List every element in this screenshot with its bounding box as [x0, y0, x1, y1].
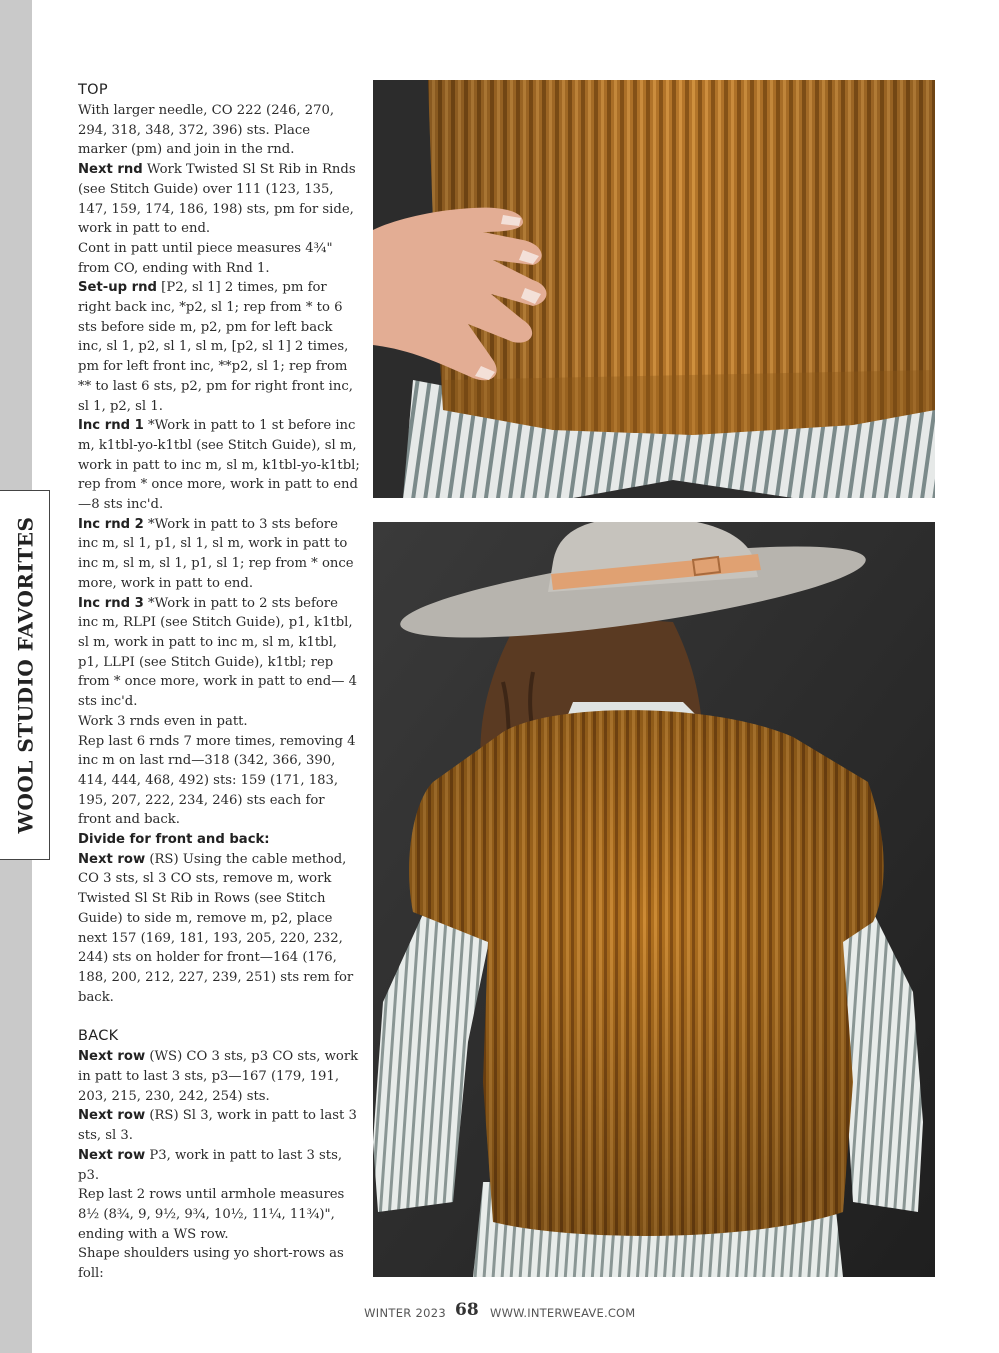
- pattern-text-column: [78, 80, 360, 1284]
- top-intro: With larger needle, CO 222 (246, 270, 294, 318, 348, 372, 396) sts. Place marker (pm) and join in the rnd.: [78, 103, 335, 158]
- step-text: *Work in patt to 1 st before inc m, k1tbl-yo-k1tbl (see Stitch Guide), sl m, work in patt to inc m, sl m, k1tbl-yo-k1tbl; rep from * once more, work in patt to end—8 sts inc'd.: [78, 418, 360, 513]
- back-heading: BACK: [78, 1028, 119, 1045]
- step-text: (WS) CO 3 sts, p3 CO sts, work in patt to last 3 sts, p3—167 (179, 191, 203, 215, 230, 242, 254) sts.: [78, 1049, 359, 1104]
- divide-heading: Divide for front and back:: [78, 832, 270, 848]
- section-tab-label: WOOL STUDIO FAVORITES: [13, 516, 37, 834]
- divide-step: [78, 850, 360, 1008]
- step-text: [P2, sl 1] 2 times, pm for right back inc, *p2, sl 1; rep from * to 6 sts before side m, p2, pm for left back inc, sl 1, p2, sl 1, sl m, [p2, sl 1] 2 times, pm for left front inc, **p2, sl 1; rep from ** to last 6 sts, p2, pm for right front inc, sl 1, p2, sl 1.: [78, 280, 353, 414]
- cont-step: Cont in patt until piece measures 4¾" from CO, ending with Rnd 1.: [78, 240, 333, 276]
- step-label: Inc rnd 1: [78, 418, 144, 434]
- setup-step: [78, 278, 360, 416]
- page-number: 68: [455, 1300, 479, 1320]
- step-text: P3, work in patt to last 3 sts, p3.: [78, 1147, 343, 1183]
- step-label: Set-up rnd: [78, 280, 157, 296]
- closeup-photo: [373, 80, 935, 498]
- back-shape-step: Shape shoulders using yo short-rows as foll:: [78, 1246, 344, 1282]
- section-tab-label-wrap: [5, 496, 45, 854]
- next-rnd-step: [78, 160, 360, 239]
- step-text: (RS) Using the cable method, CO 3 sts, sl 3 CO sts, remove m, work Twisted Sl St Rib in Rows (see Stitch Guide) to side m, remove m, p2, place next 157 (169, 181, 193, 205, 220, 232, 244) sts on holder for front—164 (176, 188, 200, 212, 227, 239, 251) sts rem for back.: [78, 851, 354, 1005]
- back-view-photo: [373, 522, 935, 1277]
- back-row-2-step: [78, 1106, 360, 1145]
- inc-rnd-3-step: [78, 594, 360, 712]
- step-label: Inc rnd 2: [78, 516, 144, 532]
- step-text: (RS) Sl 3, work in patt to last 3 sts, sl 3.: [78, 1108, 357, 1144]
- top-heading: TOP: [78, 82, 108, 98]
- inc-rnd-1-step: [78, 416, 360, 515]
- inc-rnd-2-step: [78, 515, 360, 594]
- step-label: Next row: [78, 1147, 146, 1163]
- step-text: Work Twisted Sl St Rib in Rnds (see Stitch Guide) over 111 (123, 135, 147, 159, 174, 186, 198) sts, pm for side, work in patt to end.: [78, 162, 356, 237]
- back-row-3-step: [78, 1146, 360, 1185]
- step-label: Next row: [78, 1108, 146, 1124]
- step-label: Next row: [78, 851, 146, 867]
- step-label: Next row: [78, 1049, 146, 1065]
- page-footer: [0, 1300, 999, 1330]
- footer-issue: WINTER 2023: [364, 1306, 446, 1320]
- step-text: *Work in patt to 2 sts before inc m, RLPI (see Stitch Guide), p1, k1tbl, sl m, work in patt to inc m, sl m, k1tbl, p1, LLPI (see Stitch Guide), k1tbl; rep from * once more, work in patt to end— 4 sts inc'd.: [78, 595, 358, 710]
- footer-website: WWW.INTERWEAVE.COM: [490, 1306, 636, 1320]
- repeat-step: Rep last 6 rnds 7 more times, removing 4 inc m on last rnd—318 (342, 366, 390, 414, 444, 468, 492) sts: 159 (171, 183, 195, 207, 222, 234, 246) sts each for front and back.: [78, 733, 356, 828]
- back-row-1-step: [78, 1047, 360, 1106]
- step-label: Next rnd: [78, 162, 143, 178]
- back-repeat-step: Rep last 2 rows until armhole measures 8½ (8¾, 9, 9½, 9¾, 10½, 11¼, 11¾)", ending with a WS row.: [78, 1187, 345, 1242]
- even-step: Work 3 rnds even in patt.: [78, 713, 248, 729]
- step-text: *Work in patt to 3 sts before inc m, sl 1, p1, sl 1, sl m, work in patt to inc m, sl m, sl 1, p1, sl 1; rep from * once more, work in patt to end.: [78, 516, 354, 591]
- step-label: Inc rnd 3: [78, 595, 144, 611]
